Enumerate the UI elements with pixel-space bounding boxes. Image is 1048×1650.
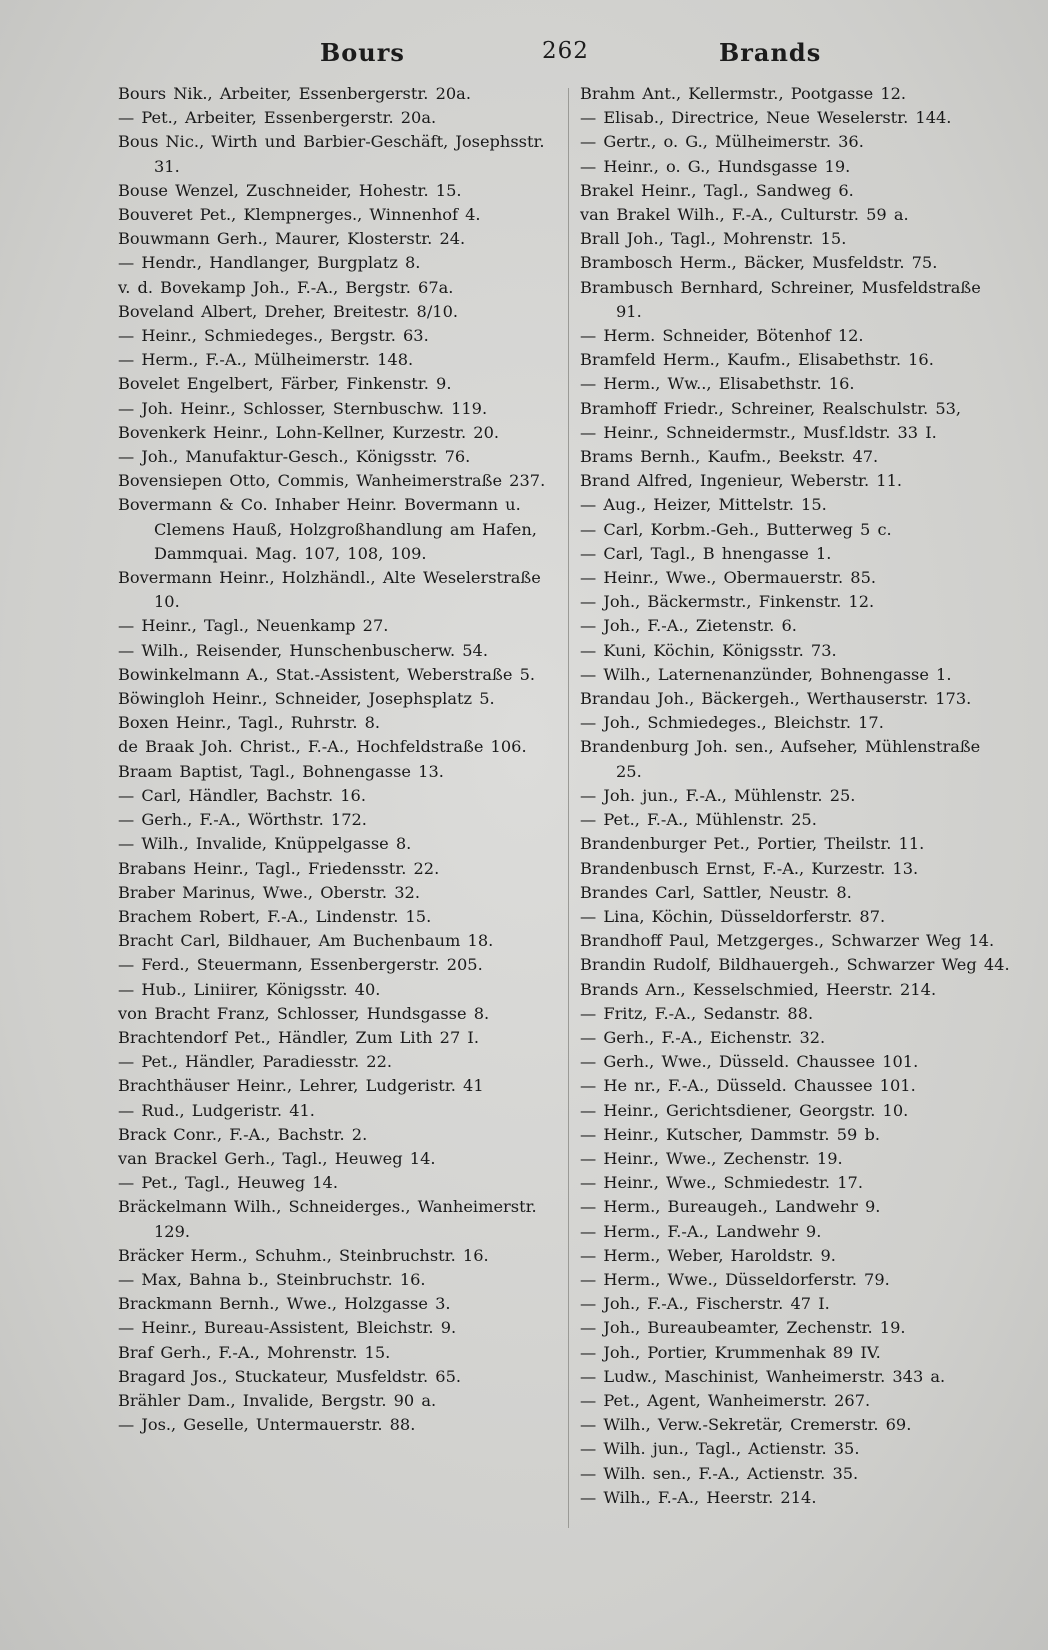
directory-entry: Bouwmann Gerh., Maurer, Klosterstr. 24. (118, 229, 466, 249)
directory-entry: Böwingloh Heinr., Schneider, Josephsplatz 5. (118, 689, 495, 709)
directory-entry: Bragard Jos., Stuckateur, Musfeldstr. 65. (118, 1366, 462, 1386)
page-number: 262 (542, 38, 589, 64)
directory-entry: Braam Baptist, Tagl., Bohnengasse 13. (118, 761, 444, 781)
directory-entry: — Wilh. sen., F.-A., Actienstr. 35. (580, 1463, 859, 1483)
directory-entry: Brakel Heinr., Tagl., Sandweg 6. (580, 180, 854, 200)
directory-entry: Brackmann Bernh., Wwe., Holzgasse 3. (118, 1294, 451, 1314)
directory-entry: Brandenburger Pet., Portier, Theilstr. 11. (580, 834, 925, 854)
directory-entry: Bovelet Engelbert, Färber, Finkenstr. 9. (118, 374, 452, 394)
directory-entry: — Joh., F.-A., Zietenstr. 6. (580, 616, 797, 636)
directory-entry: — Joh. Heinr., Schlosser, Sternbuschw. 119. (118, 398, 488, 418)
directory-entry: — Gerh., Wwe., Düsseld. Chaussee 101. (580, 1052, 919, 1072)
directory-entry: de Braak Joh. Christ., F.-A., Hochfeldstraße 106. (118, 737, 527, 757)
right-column (580, 82, 1010, 1510)
directory-entry: — Heinr., Schmiedeges., Bergstr. 63. (118, 326, 429, 346)
directory-entry: — He nr., F.-A., Düsseld. Chaussee 101. (580, 1076, 916, 1096)
directory-entry: — Herm., Ww.., Elisabethstr. 16. (580, 374, 855, 394)
page-header (118, 38, 984, 72)
directory-entry: — Heinr., Wwe., Schmiedestr. 17. (580, 1173, 863, 1193)
directory-entry: Bramhoff Friedr., Schreiner, Realschulstr. 53, (580, 398, 962, 418)
directory-entry: — Gertr., o. G., Mülheimerstr. 36. (580, 132, 864, 152)
directory-entry: Bouveret Pet., Klempnerges., Winnenhof 4. (118, 205, 481, 225)
directory-entry: Bowinkelmann A., Stat.-Assistent, Weberstraße 5. (118, 664, 536, 684)
directory-entry: Braf Gerh., F.-A., Mohrenstr. 15. (118, 1342, 391, 1362)
directory-entry: Bracht Carl, Bildhauer, Am Buchenbaum 18. (118, 931, 494, 951)
directory-entry: — Hub., Liniirer, Königsstr. 40. (118, 979, 381, 999)
directory-entry: Brachem Robert, F.-A., Lindenstr. 15. (118, 906, 432, 926)
directory-entry: — Fritz, F.-A., Sedanstr. 88. (580, 1003, 814, 1023)
directory-entry: van Brakel Wilh., F.-A., Culturstr. 59 a. (580, 205, 909, 225)
directory-entry: Brandhoff Paul, Metzgerges., Schwarzer Weg 14. (580, 931, 995, 951)
directory-entry: — Joh. jun., F.-A., Mühlenstr. 25. (580, 785, 856, 805)
directory-entry: — Heinr., Wwe., Zechenstr. 19. (580, 1148, 843, 1168)
directory-entry: Brand Alfred, Ingenieur, Weberstr. 11. (580, 471, 903, 491)
directory-columns (118, 82, 1010, 1552)
directory-entry: Brall Joh., Tagl., Mohrenstr. 15. (580, 229, 847, 249)
directory-entry: Brachthäuser Heinr., Lehrer, Ludgeristr. 41 (118, 1076, 484, 1096)
directory-entry: Bramfeld Herm., Kaufm., Elisabethstr. 16. (580, 350, 934, 370)
directory-entry: Brachtendorf Pet., Händler, Zum Lith 27 I. (118, 1027, 479, 1047)
directory-entry: — Herm., F.-A., Mülheimerstr. 148. (118, 350, 414, 370)
directory-entry: — Pet., Agent, Wanheimerstr. 267. (580, 1390, 871, 1410)
directory-entry: Boxen Heinr., Tagl., Ruhrstr. 8. (118, 713, 381, 733)
column-divider (568, 88, 569, 1528)
directory-entry: — Wilh., Laternenanzünder, Bohnengasse 1. (580, 664, 952, 684)
directory-entry: van Brackel Gerh., Tagl., Heuweg 14. (118, 1148, 436, 1168)
directory-entry: — Heinr., o. G., Hundsgasse 19. (580, 156, 851, 176)
directory-entry: Brabans Heinr., Tagl., Friedensstr. 22. (118, 858, 440, 878)
directory-entry: — Pet., Arbeiter, Essenbergerstr. 20a. (118, 108, 437, 128)
directory-entry: — Herm., F.-A., Landwehr 9. (580, 1221, 822, 1241)
directory-entry: — Heinr., Schneidermstr., Musf.ldstr. 33 I. (580, 422, 937, 442)
directory-entry: — Pet., F.-A., Mühlenstr. 25. (580, 810, 817, 830)
directory-entry: — Hendr., Handlanger, Burgplatz 8. (118, 253, 421, 273)
directory-entry: — Pet., Händler, Paradiesstr. 22. (118, 1052, 393, 1072)
directory-entry: Bovermann Heinr., Holzhändl., Alte Weselerstraße 10. (118, 568, 541, 612)
directory-entry: — Heinr., Tagl., Neuenkamp 27. (118, 616, 389, 636)
directory-entry: — Rud., Ludgeristr. 41. (118, 1100, 315, 1120)
directory-entry: — Joh., Manufaktur-Gesch., Königsstr. 76. (118, 447, 471, 467)
directory-entry: Bouse Wenzel, Zuschneider, Hohestr. 15. (118, 180, 462, 200)
directory-entry: — Ferd., Steuermann, Essenbergerstr. 205. (118, 955, 483, 975)
directory-entry: — Lina, Köchin, Düsseldorferstr. 87. (580, 906, 886, 926)
directory-entry: Braber Marinus, Wwe., Oberstr. 32. (118, 882, 420, 902)
directory-entry: — Jos., Geselle, Untermauerstr. 88. (118, 1415, 416, 1435)
directory-entry: — Ludw., Maschinist, Wanheimerstr. 343 a. (580, 1366, 946, 1386)
header-left-keyword: Bours (320, 38, 405, 67)
directory-entry: Bovensiepen Otto, Commis, Wanheimerstraße 237. (118, 471, 546, 491)
directory-entry: — Aug., Heizer, Mittelstr. 15. (580, 495, 827, 515)
directory-entry: v. d. Bovekamp Joh., F.-A., Bergstr. 67a. (118, 277, 454, 297)
directory-entry: Brahm Ant., Kellermstr., Pootgasse 12. (580, 84, 907, 103)
directory-entry: — Carl, Tagl., B hnengasse 1. (580, 543, 832, 563)
directory-entry: — Herm., Wwe., Düsseldorferstr. 79. (580, 1269, 890, 1289)
directory-entry: — Wilh., Invalide, Knüppelgasse 8. (118, 834, 412, 854)
directory-entry: — Pet., Tagl., Heuweg 14. (118, 1173, 338, 1193)
directory-entry: Brams Bernh., Kaufm., Beekstr. 47. (580, 447, 879, 467)
directory-entry: Brambusch Bernhard, Schreiner, Musfeldstraße 91. (580, 277, 981, 321)
directory-entry: Brandenburg Joh. sen., Aufseher, Mühlenstraße 25. (580, 737, 981, 781)
directory-entry: — Gerh., F.-A., Wörthstr. 172. (118, 810, 367, 830)
directory-entry: — Joh., Bureaubeamter, Zechenstr. 19. (580, 1318, 906, 1338)
directory-entry: — Elisab., Directrice, Neue Weselerstr. 144. (580, 108, 952, 128)
directory-entry: — Wilh., Verw.-Sekretär, Cremerstr. 69. (580, 1415, 912, 1435)
directory-entry: Brambosch Herm., Bäcker, Musfeldstr. 75. (580, 253, 938, 273)
directory-entry: Brandenbusch Ernst, F.-A., Kurzestr. 13. (580, 858, 919, 878)
directory-entry: — Heinr., Bureau-Assistent, Bleichstr. 9. (118, 1318, 457, 1338)
directory-entry: Bovenkerk Heinr., Lohn-Kellner, Kurzestr. 20. (118, 422, 500, 442)
directory-entry: Brähler Dam., Invalide, Bergstr. 90 a. (118, 1390, 437, 1410)
directory-entry: von Bracht Franz, Schlosser, Hundsgasse 8. (118, 1003, 490, 1023)
directory-entry: — Heinr., Gerichtsdiener, Georgstr. 10. (580, 1100, 909, 1120)
directory-entry: — Wilh., Reisender, Hunschenbuscherw. 54. (118, 640, 488, 660)
directory-entry: — Heinr., Wwe., Obermauerstr. 85. (580, 568, 877, 588)
directory-entry: — Joh., Bäckermstr., Finkenstr. 12. (580, 592, 875, 612)
directory-entry: Brandes Carl, Sattler, Neustr. 8. (580, 882, 852, 902)
directory-entry: — Kuni, Köchin, Königsstr. 73. (580, 640, 837, 660)
directory-entry: — Carl, Händler, Bachstr. 16. (118, 785, 366, 805)
directory-entry: — Max, Bahna b., Steinbruchstr. 16. (118, 1269, 426, 1289)
directory-entry: Bours Nik., Arbeiter, Essenbergerstr. 20a. (118, 84, 471, 103)
directory-entry: — Joh., Schmiedeges., Bleichstr. 17. (580, 713, 884, 733)
directory-entry: Brands Arn., Kesselschmied, Heerstr. 214. (580, 979, 937, 999)
directory-entry: — Carl, Korbm.-Geh., Butterweg 5 c. (580, 519, 892, 539)
left-column (118, 82, 548, 1437)
directory-entry: — Herm., Weber, Haroldstr. 9. (580, 1245, 836, 1265)
header-right-keyword: Brands (719, 38, 822, 67)
directory-entry: Bräcker Herm., Schuhm., Steinbruchstr. 16. (118, 1245, 489, 1265)
directory-entry: — Heinr., Kutscher, Dammstr. 59 b. (580, 1124, 880, 1144)
directory-entry: — Joh., Portier, Krummenhak 89 IV. (580, 1342, 881, 1362)
directory-entry: Brandin Rudolf, Bildhauergeh., Schwarzer Weg 44. (580, 955, 1010, 975)
directory-entry: Bous Nic., Wirth und Barbier-Geschäft, Josephsstr. 31. (118, 132, 545, 176)
directory-entry: Brandau Joh., Bäckergeh., Werthauserstr. 173. (580, 689, 972, 709)
directory-entry: — Herm. Schneider, Bötenhof 12. (580, 326, 864, 346)
directory-entry: — Gerh., F.-A., Eichenstr. 32. (580, 1027, 826, 1047)
directory-entry: Bräckelmann Wilh., Schneiderges., Wanheimerstr. 129. (118, 1197, 537, 1241)
directory-entry: — Joh., F.-A., Fischerstr. 47 I. (580, 1294, 830, 1314)
directory-entry: — Wilh. jun., Tagl., Actienstr. 35. (580, 1439, 860, 1459)
directory-entry: — Wilh., F.-A., Heerstr. 214. (580, 1487, 817, 1507)
directory-entry: Boveland Albert, Dreher, Breitestr. 8/10. (118, 301, 459, 321)
directory-entry: Brack Conr., F.-A., Bachstr. 2. (118, 1124, 368, 1144)
directory-entry: Bovermann & Co. Inhaber Heinr. Bovermann u. Clemens Hauß, Holzgroßhandlung am Hafen, Dammquai. Mag. 107, 108, 109. (118, 495, 537, 563)
directory-entry: — Herm., Bureaugeh., Landwehr 9. (580, 1197, 881, 1217)
